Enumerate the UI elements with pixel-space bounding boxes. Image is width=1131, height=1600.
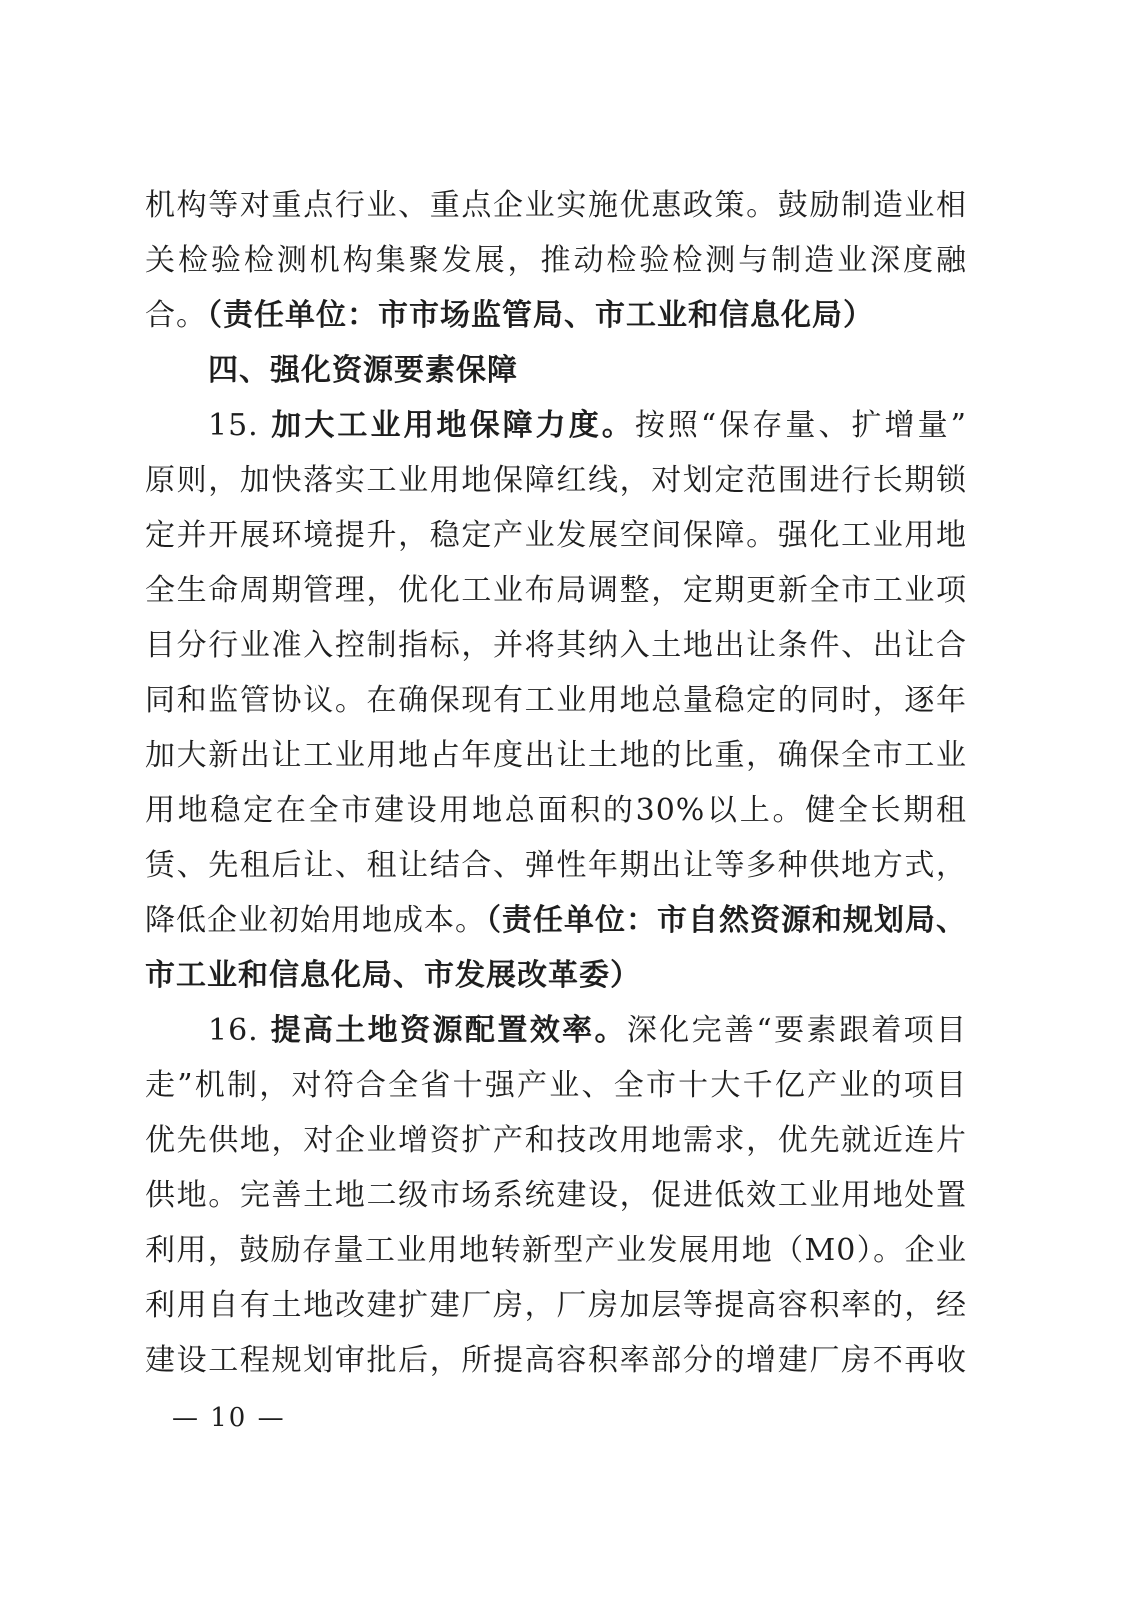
text-line <box>145 178 967 233</box>
section-heading <box>145 343 967 398</box>
text-line <box>145 673 967 728</box>
text-segment: 合。 <box>145 298 207 333</box>
page-number: — 10 — <box>172 1403 286 1433</box>
text-segment: 利用，鼓励存量工业用地转新型产业发展用地（M0）。企业 <box>145 1233 967 1268</box>
text-segment: 同和监管协议。在确保现有工业用地总量稳定的同时，逐年 <box>145 683 967 718</box>
text-line <box>145 1003 967 1058</box>
text-segment: 供地。完善土地二级市场系统建设，促进低效工业用地处置 <box>145 1178 967 1213</box>
emphasis-text: （责任单位：市自然资源和规划局、 <box>486 903 967 938</box>
text-line <box>145 1058 967 1113</box>
text-line <box>145 1278 967 1333</box>
emphasis-text: （责任单位：市市场监管局、市工业和信息化局） <box>207 298 874 333</box>
text-line <box>145 563 967 618</box>
text-line <box>145 288 967 343</box>
text-segment: 16. <box>208 1013 271 1048</box>
text-segment: 加大新出让工业用地占年度出让土地的比重，确保全市工业 <box>145 738 967 773</box>
emphasis-text: 提高土地资源配置效率。 <box>270 1013 627 1048</box>
text-segment: 赁、先租后让、租让结合、弹性年期出让等多种供地方式， <box>145 848 967 883</box>
text-segment: 用地稳定在全市建设用地总面积的30%以上。健全长期租 <box>145 793 967 828</box>
text-line <box>145 1113 967 1168</box>
text-segment: 全生命周期管理，优化工业布局调整，定期更新全市工业项 <box>145 573 967 608</box>
text-segment: 深化完善“要素跟着项目 <box>626 1013 967 1048</box>
text-line <box>145 1223 967 1278</box>
text-line <box>145 398 967 453</box>
text-line <box>145 508 967 563</box>
text-segment: 关检验检测机构集聚发展，推动检验检测与制造业深度融 <box>145 243 967 278</box>
text-segment: 降低企业初始用地成本。 <box>145 903 486 938</box>
text-line <box>145 728 967 783</box>
text-segment: 15. <box>208 408 272 443</box>
text-segment: 定并开展环境提升，稳定产业发展空间保障。强化工业用地 <box>145 518 967 553</box>
text-line <box>145 948 967 1003</box>
text-segment: 机构等对重点行业、重点企业实施优惠政策。鼓励制造业相 <box>145 188 967 223</box>
text-line <box>145 618 967 673</box>
text-line <box>145 783 967 838</box>
text-segment: 按照“保存量、扩增量” <box>634 408 967 443</box>
emphasis-text: 市工业和信息化局、市发展改革委） <box>145 958 641 993</box>
text-line <box>145 1168 967 1223</box>
emphasis-text: 加大工业用地保障力度。 <box>271 408 635 443</box>
emphasis-text: 四、强化资源要素保障 <box>208 353 518 388</box>
text-segment: 利用自有土地改建扩建厂房，厂房加层等提高容积率的，经 <box>145 1288 967 1323</box>
document-body <box>145 178 967 1388</box>
text-line <box>145 453 967 508</box>
text-segment: 目分行业准入控制指标，并将其纳入土地出让条件、出让合 <box>145 628 967 663</box>
text-segment: 建设工程规划审批后，所提高容积率部分的增建厂房不再收 <box>145 1343 967 1378</box>
text-line <box>145 838 967 893</box>
text-segment: 走”机制，对符合全省十强产业、全市十大千亿产业的项目 <box>145 1068 967 1103</box>
text-line <box>145 233 967 288</box>
text-segment: 优先供地，对企业增资扩产和技改用地需求，优先就近连片 <box>145 1123 967 1158</box>
text-line <box>145 893 967 948</box>
text-segment: 原则，加快落实工业用地保障红线，对划定范围进行长期锁 <box>145 463 967 498</box>
text-line <box>145 1333 967 1388</box>
